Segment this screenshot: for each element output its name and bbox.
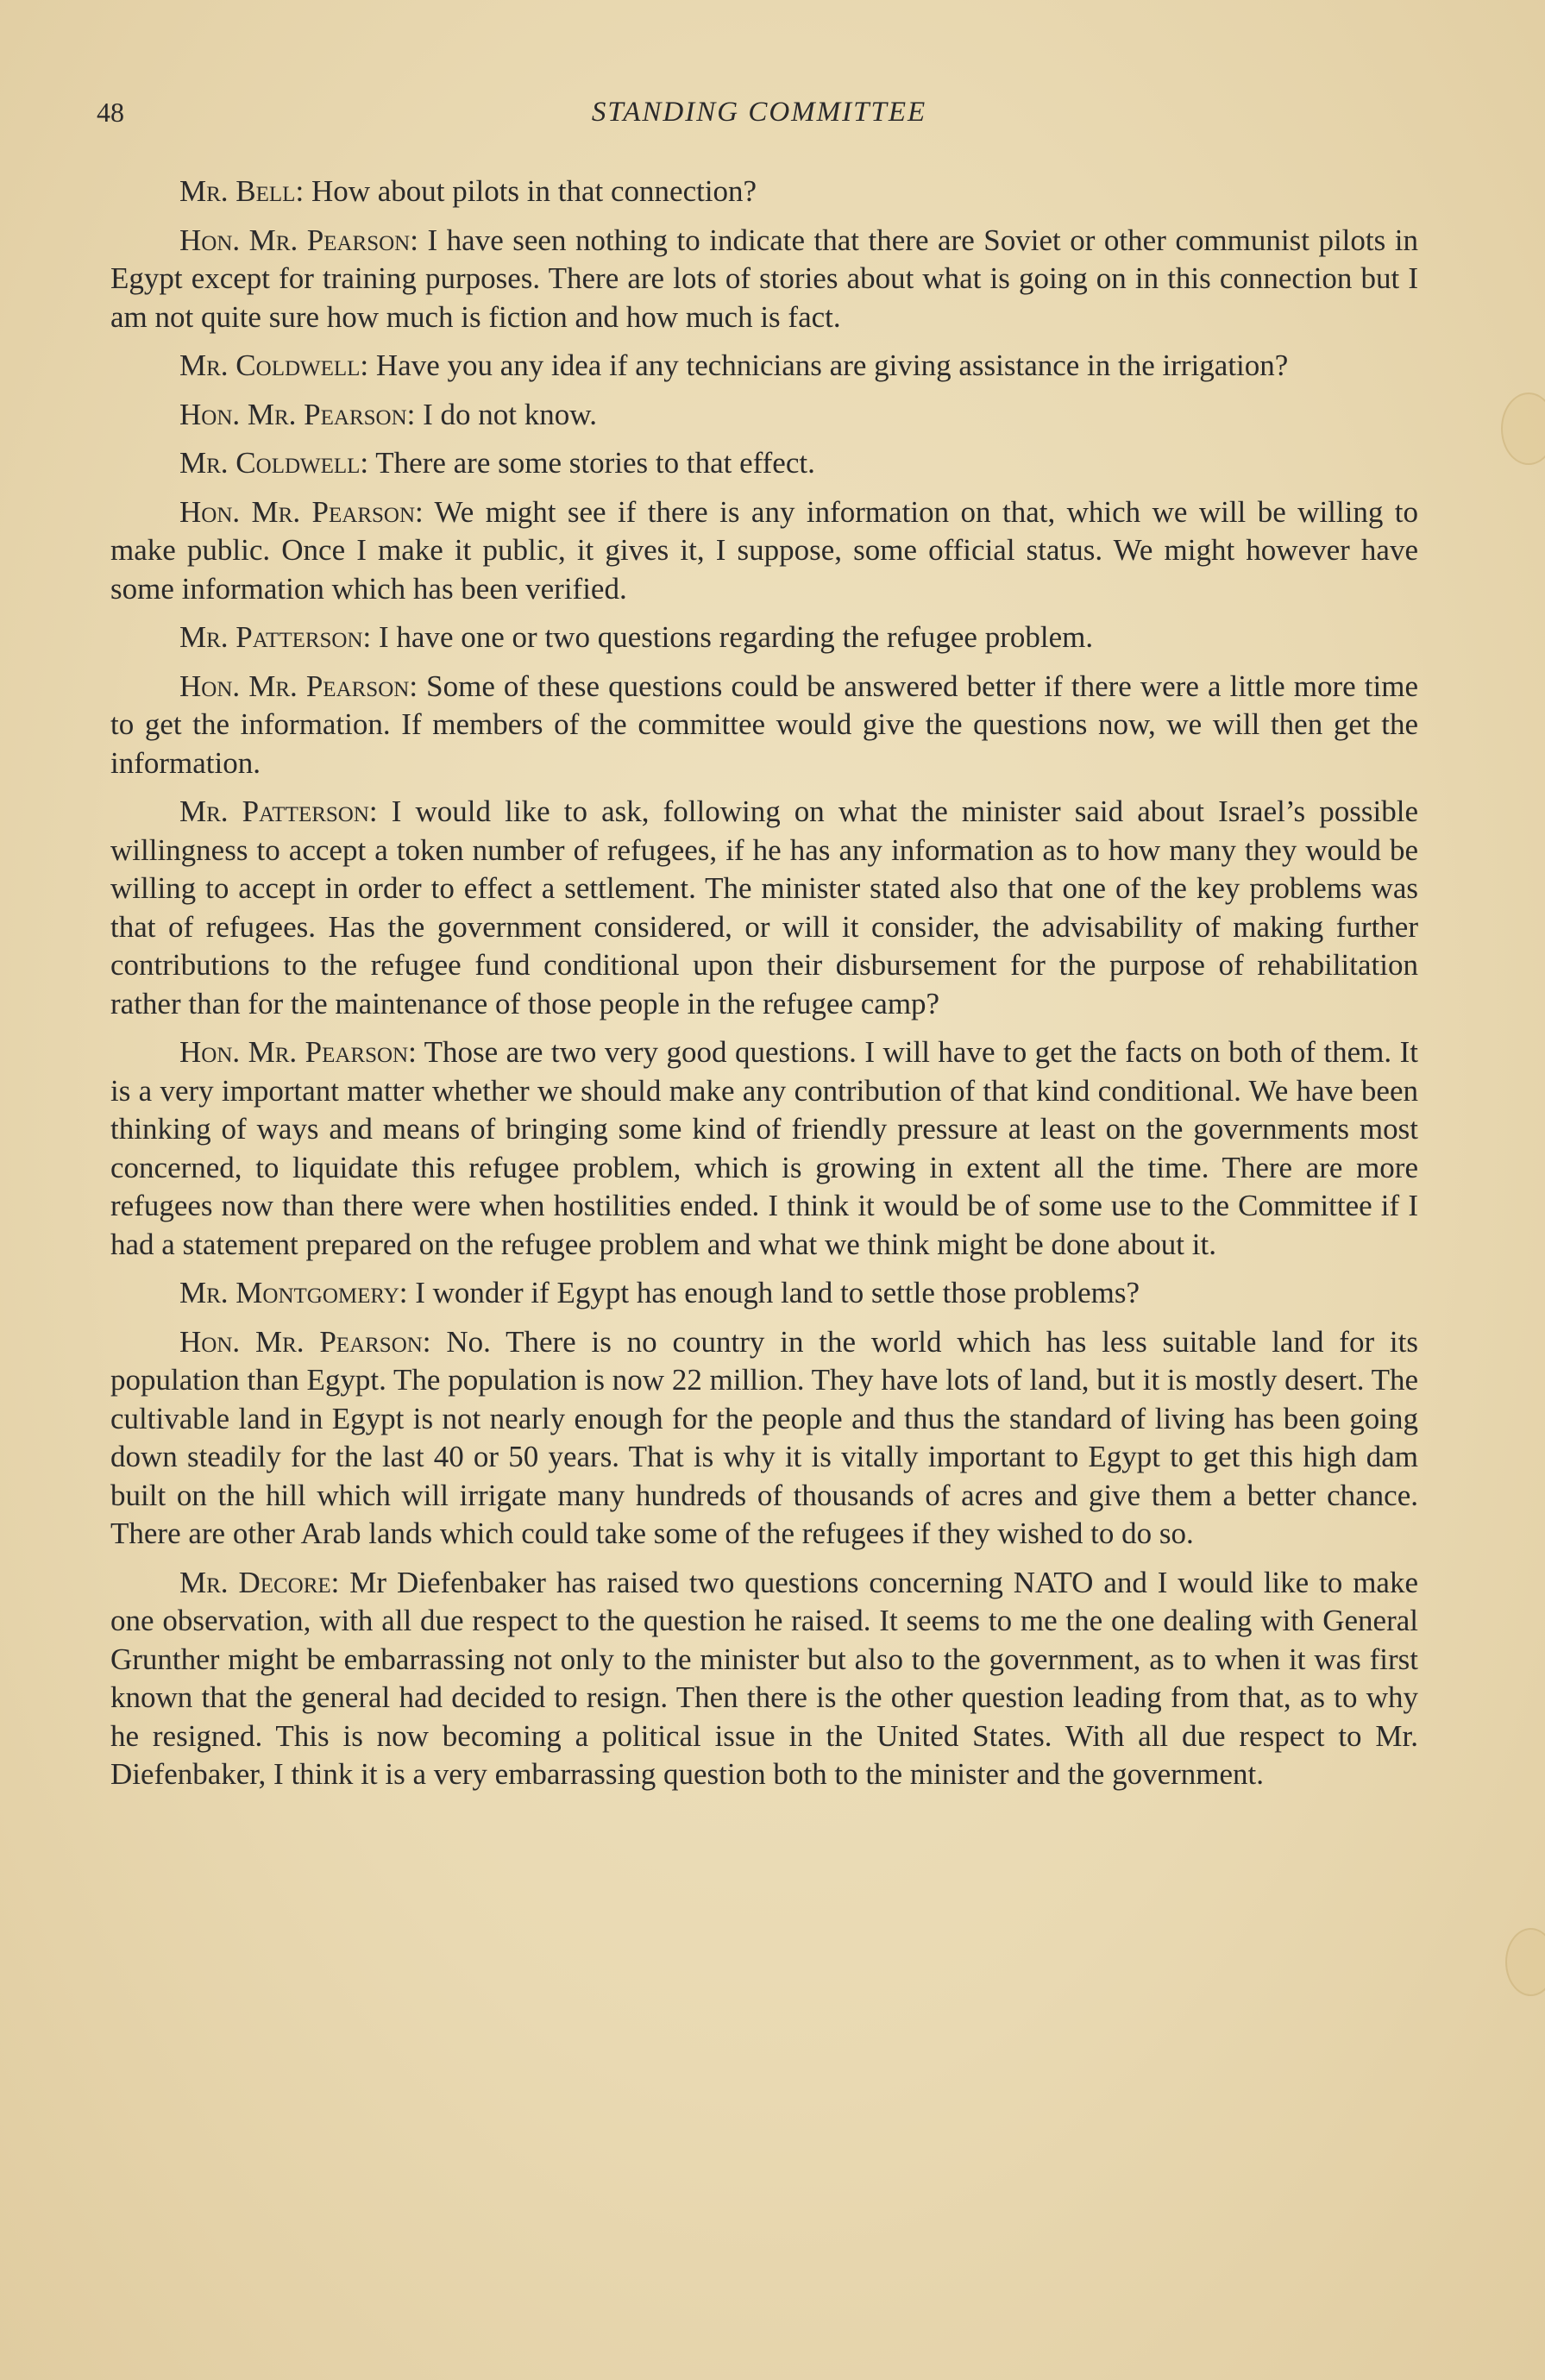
paragraph-text: Mr Diefenbaker has raised two questions concerning NATO and I would like to make one observation, with all due respect to the question he raised. It seems to me the one dealing with General Grunther might be embarrassing not only to the minister but also to the government, as to when it was first known that the general had decided to resign. Then there is the other question leading from that, as to why he resigned. This is now becoming a political issue in the United States. With all due respect to Mr. Diefenbaker, I think it is a very embarrassing question both to the minister and the government. (110, 1565, 1418, 1791)
speaker-name: Mr. Coldwell: (179, 349, 369, 382)
paragraph-text: I would like to ask, following on what the minister said about Israel’s possible willingness to accept a token number of refugees, if he has any information as to how many they would be willing to accept in order to effect a settlement. The minister stated also that one of the key problems was that of refugees. Has the government considered, or will it consider, the advisability of making further contributions to the refugee fund conditional upon their disbursement for the purpose of rehabilitation rather than for the maintenance of those people in the refugee camp? (110, 794, 1419, 1020)
paragraph-text: I wonder if Egypt has enough land to settle those problems? (415, 1276, 1140, 1309)
speaker-name: Mr. Decore: (179, 1565, 340, 1599)
transcript-paragraph (110, 396, 1418, 435)
transcript-body (110, 173, 1418, 1805)
speaker-name: Hon. Mr. Pearson: (179, 1035, 417, 1069)
transcript-paragraph (110, 173, 1418, 211)
transcript-paragraph (110, 1033, 1418, 1264)
paragraph-text: There are some stories to that effect. (375, 446, 815, 480)
paragraph-text: No. There is no country in the world which has less suitable land for its population than Egypt. The population is now 22 million. They have lots of land, but it is mostly desert. The cultivable land in Egypt is not nearly enough for the people and thus the standard of living has been going down steadily for the last 40 or 50 years. That is why it is vitally important to Egypt to get this high dam built on the hill which will irrigate many hundreds of thousands of acres and give them a better chance. There are other Arab lands which could take some of the refugees if they wished to do so. (110, 1324, 1418, 1550)
page-number: 48 (97, 97, 124, 128)
running-head: STANDING COMMITTEE (591, 97, 927, 128)
speaker-name: Hon. Mr. Pearson: (179, 1324, 431, 1359)
transcript-paragraph (110, 1323, 1418, 1554)
transcript-paragraph (110, 493, 1418, 609)
speaker-name: Hon. Mr. Pearson: (179, 669, 418, 703)
speaker-name: Mr. Coldwell: (179, 446, 369, 480)
paragraph-text: I have seen nothing to indicate that there are Soviet or other communist pilots in Egypt except for training purposes. There are lots of stories about what is going on in this connection but I am not quite sure how much is fiction and how much is fact. (110, 223, 1419, 334)
transcript-paragraph (110, 793, 1418, 1023)
speaker-name: Hon. Mr. Pearson: (179, 397, 416, 431)
paragraph-text: Those are two very good questions. I will have to get the facts on both of them. It is a very important matter whether we should make any contribution of that kind conditional. We have been thinking of ways and means of bringing some kind of friendly pressure at least on the governments most concerned, to liquidate this refugee problem, which is growing in extent all the time. There are more refugees now than there were when hostilities ended. I think it would be of some use to the Committee if I had a statement prepared on the refugee problem and what we think might be done about it. (110, 1035, 1418, 1261)
paragraph-text: Some of these questions could be answered better if there were a little more time to get the information. If members of the committee would give the questions now, we will then get the information. (110, 669, 1418, 780)
speaker-name: Mr. Patterson: (179, 620, 372, 654)
transcript-paragraph (110, 668, 1418, 783)
transcript-paragraph (110, 347, 1418, 386)
transcript-paragraph (110, 1564, 1418, 1794)
speaker-name: Mr. Montgomery: (179, 1276, 408, 1309)
transcript-paragraph (110, 222, 1418, 337)
transcript-paragraph (110, 1274, 1418, 1313)
page-header (97, 97, 1422, 140)
paragraph-text: We might see if there is any information on that, which we will be willing to make public. Once I make it public, it gives it, I suppose, some official status. We might however have some information which has been verified. (110, 494, 1418, 606)
transcript-paragraph (110, 619, 1418, 657)
transcript-paragraph (110, 444, 1418, 483)
paragraph-text: How about pilots in that connection? (311, 174, 757, 208)
speaker-name: Hon. Mr. Pearson: (179, 223, 418, 257)
paragraph-text: Have you any idea if any technicians are giving assistance in the irrigation? (375, 349, 1289, 382)
speaker-name: Mr. Patterson: (179, 794, 378, 828)
paragraph-text: I do not know. (423, 397, 598, 431)
paper-stain (1501, 392, 1545, 465)
speaker-name: Mr. Bell: (179, 174, 305, 208)
paragraph-text: I have one or two questions regarding the refugee problem. (379, 620, 1094, 654)
speaker-name: Hon. Mr. Pearson: (179, 494, 424, 529)
paper-stain (1505, 1928, 1545, 1996)
